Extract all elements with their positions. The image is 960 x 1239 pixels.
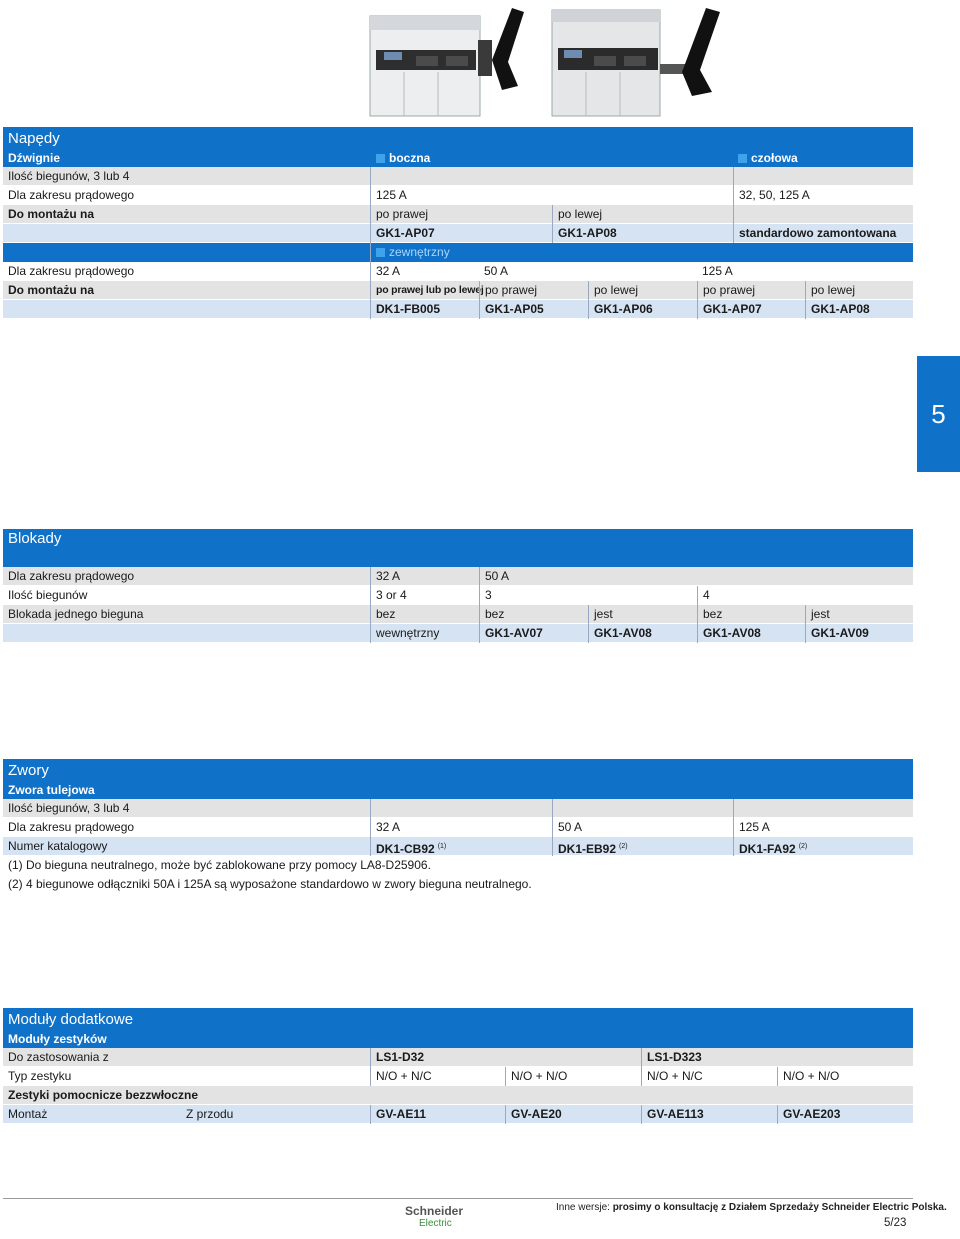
row-label: Ilość biegunów <box>8 588 88 602</box>
table-cell: po prawej <box>697 281 805 300</box>
footnote: (2) 4 biegunowe odłączniki 50A i 125A są wyposażone standardowo w zwory bieguna neutralnego. <box>8 877 532 891</box>
page-number: 5/23 <box>884 1217 907 1229</box>
table-row <box>3 262 913 281</box>
table-row <box>3 1048 913 1067</box>
table-cell: N/O + N/O <box>777 1067 913 1086</box>
footnote: (1) Do bieguna neutralnego, może być zablokowane przy pomocy LA8-D25906. <box>8 858 431 872</box>
catalog-number: GK1-AP05 <box>479 300 588 319</box>
catalog-number: GK1-AV08 <box>697 624 805 643</box>
section-title: Zwory <box>3 759 913 781</box>
row-label: Dla zakresu prądowego <box>8 820 135 834</box>
table-cell <box>552 799 733 818</box>
footnote-ref: (2) <box>798 843 808 850</box>
row-sublabel: Z przodu <box>186 1107 234 1121</box>
catalog-number: GV-AE11 <box>370 1105 505 1124</box>
square-marker-icon <box>738 154 747 163</box>
section-title: Moduły dodatkowe <box>3 1008 913 1030</box>
catalog-number: GK1-AP08 <box>805 300 913 319</box>
square-marker-icon <box>376 248 385 257</box>
subsection-title: Zwora tulejowa <box>3 781 913 799</box>
table-cell: 50 A <box>479 567 913 586</box>
blokady-table <box>3 529 913 643</box>
table-cell: 32 A <box>370 818 552 837</box>
table-cell <box>370 799 552 818</box>
row-label: Typ zestyku <box>8 1069 72 1083</box>
napedy-table <box>3 127 913 319</box>
section-title: Blokady <box>3 529 913 567</box>
row-label: Blokada jednego bieguna <box>8 607 144 621</box>
switch-disconnector-front-handle-image <box>552 8 720 116</box>
section-title: Napędy <box>3 127 913 149</box>
table-cell: po prawej <box>370 205 552 224</box>
row-label: Dla zakresu prądowego <box>8 569 135 583</box>
table-row <box>3 837 913 856</box>
row-label: Dla zakresu prądowego <box>8 264 135 278</box>
catalog-number: GK1-AV09 <box>805 624 913 643</box>
row-label: Do montażu na <box>8 283 94 297</box>
table-cell: po prawej <box>479 281 588 300</box>
table-cell: 32 A <box>370 567 479 586</box>
square-marker-icon <box>376 154 385 163</box>
table-cell: 50 A <box>484 264 509 278</box>
table-row <box>3 624 913 643</box>
table-row <box>3 586 913 605</box>
catalog-number: GK1-AV07 <box>479 624 588 643</box>
catalog-number: DK1-FB005 <box>370 300 479 319</box>
table-row <box>3 1105 913 1124</box>
table-row <box>3 186 913 205</box>
table-cell: 3 or 4 <box>370 586 479 605</box>
table-cell: bez <box>370 605 479 624</box>
row-label: Dla zakresu prądowego <box>8 188 135 202</box>
switch-disconnector-side-handle-image <box>370 8 524 116</box>
table-cell: bez <box>479 605 588 624</box>
footnote-ref: (1) <box>437 843 447 850</box>
catalog-number: DK1-FA92 $^{(2)}$ <box>733 837 913 856</box>
table-cell: po lewej <box>588 281 697 300</box>
row-label: Zestyki pomocnicze bezzwłoczne <box>8 1088 199 1102</box>
table-row <box>3 205 913 224</box>
catalog-number: GK1-AV08 <box>588 624 697 643</box>
napedy-subheader <box>3 149 913 167</box>
catalog-number: GK1-AP08 <box>552 224 733 243</box>
table-row <box>3 1067 913 1086</box>
table-cell: po lewej <box>805 281 913 300</box>
catalog-number: GV-AE113 <box>641 1105 777 1124</box>
table-cell: jest <box>805 605 913 624</box>
row-label: Ilość biegunów, 3 lub 4 <box>8 169 130 183</box>
table-cell: bez <box>697 605 805 624</box>
table-cell: N/O + N/C <box>370 1067 505 1086</box>
catalog-note: standardowo zamontowana <box>733 224 913 243</box>
zewnetrzny-band <box>3 243 913 262</box>
table-cell: po prawej lub po lewej <box>370 281 479 300</box>
row-label: Do zastosowania z <box>8 1050 109 1064</box>
zewnetrzny-header: zewnętrzny <box>376 243 450 262</box>
table-cell: 125 A <box>702 264 733 278</box>
footer-divider <box>3 1198 913 1199</box>
table-row <box>3 567 913 586</box>
table-cell <box>733 167 913 186</box>
table-row <box>3 167 913 186</box>
table-cell: 125 A <box>733 818 913 837</box>
table-cell: 4 <box>697 586 913 605</box>
table-cell: po lewej <box>552 205 733 224</box>
product-photos <box>362 0 734 118</box>
catalog-number: GK1-AP07 <box>370 224 552 243</box>
table-cell: LS1-D323 <box>641 1048 913 1067</box>
catalog-number: GK1-AP07 <box>697 300 805 319</box>
footer-note: Inne wersje: prosimy o konsultację z Działem Sprzedaży Schneider Electric Polska. <box>556 1202 947 1213</box>
table-row <box>3 224 913 243</box>
zwory-table <box>3 759 913 894</box>
table-cell <box>733 205 913 224</box>
boczna-column-header: boczna <box>376 149 430 167</box>
row-label: Numer katalogowy <box>8 839 108 853</box>
table-row <box>3 300 913 319</box>
table-cell: wewnętrzny <box>370 624 479 643</box>
row-label: Montaż <box>8 1107 48 1121</box>
table-row <box>3 281 913 300</box>
catalog-number: GV-AE203 <box>777 1105 913 1124</box>
schneider-electric-logo: Schneider Electric <box>405 1204 464 1229</box>
chapter-tab: 5 <box>917 356 960 472</box>
table-row <box>3 818 913 837</box>
table-cell: 125 A <box>370 186 733 205</box>
table-cell: N/O + N/C <box>641 1067 777 1086</box>
table-cell: N/O + N/O <box>505 1067 641 1086</box>
catalog-number: DK1-EB92 $^{(2)}$ <box>552 837 733 856</box>
catalog-number: GV-AE20 <box>505 1105 641 1124</box>
table-cell <box>370 167 733 186</box>
subsection-title: Moduły zestyków <box>3 1030 913 1048</box>
footnote-ref: (2) <box>619 843 628 850</box>
czolowa-column-header: czołowa <box>738 149 798 167</box>
table-row <box>3 1086 913 1105</box>
catalog-number: DK1-CB92 $^{(1)}$ <box>370 837 552 856</box>
table-cell: 32, 50, 125 A <box>733 186 913 205</box>
table-cell: 32 A <box>370 262 479 281</box>
table-cell <box>733 799 913 818</box>
table-cell: LS1-D32 <box>370 1048 641 1067</box>
moduly-table <box>3 1008 913 1124</box>
table-cell: 3 <box>479 586 697 605</box>
table-cell: jest <box>588 605 697 624</box>
catalog-number: GK1-AP06 <box>588 300 697 319</box>
row-label: Do montażu na <box>8 207 94 221</box>
row-label: Ilość biegunów, 3 lub 4 <box>8 801 130 815</box>
table-row <box>3 605 913 624</box>
table-row <box>3 799 913 818</box>
table-cell: 50 A <box>552 818 733 837</box>
subsection-title: Dźwignie <box>8 151 61 165</box>
